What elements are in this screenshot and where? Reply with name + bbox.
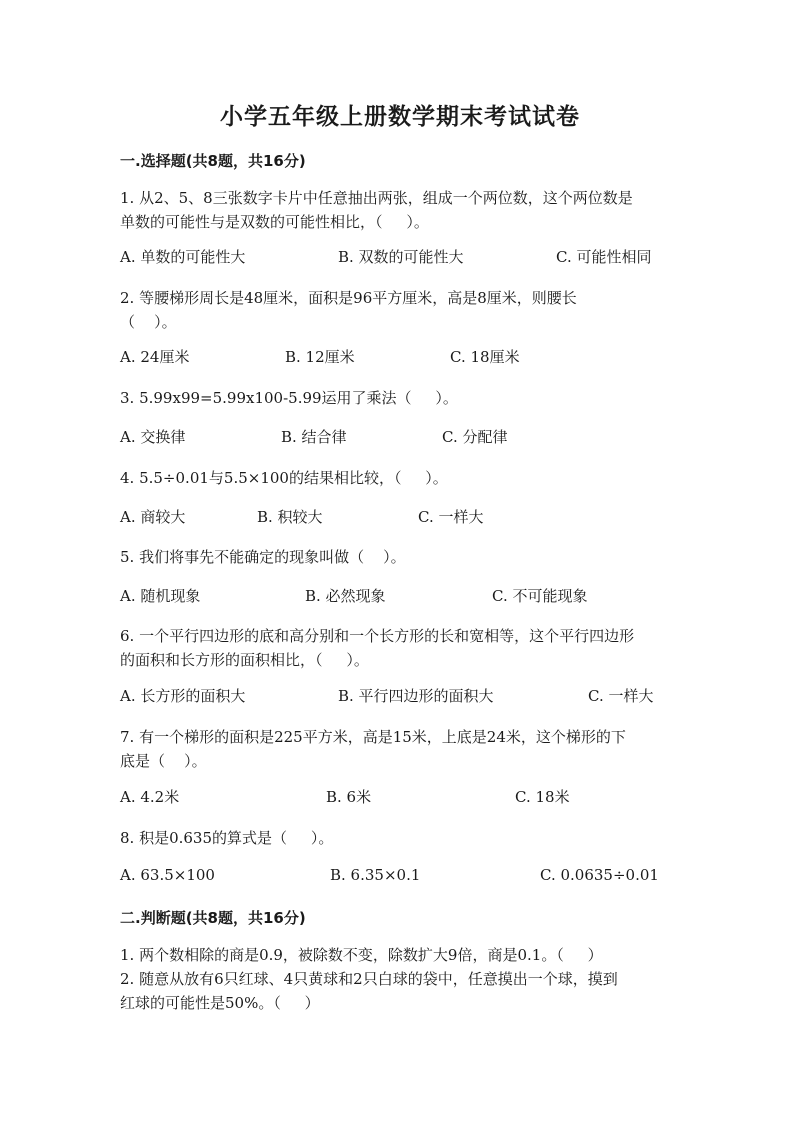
question-4: 4. 5.5÷0.01与5.5×100的结果相比较，（ ）。	[120, 469, 448, 487]
option-b: B. 6米	[326, 788, 372, 806]
option-c: C. 分配律	[442, 428, 508, 446]
options-row-2	[120, 346, 680, 370]
option-c: C. 18厘米	[450, 348, 520, 366]
question-6: 6. 一个平行四边形的底和高分别和一个长方形的长和宽相等，这个平行四边形 的面积和长方形的面积相比，（ ）。	[120, 627, 635, 669]
judgment-question-2: 2. 随意从放有6只红球、4只黄球和2只白球的袋中，任意摸出一个球，摸到 红球的可能性是50%。（ ）	[120, 970, 618, 1012]
option-a: A. 单数的可能性大	[120, 248, 246, 266]
option-c: C. 18米	[515, 788, 570, 806]
option-a: A. 4.2米	[120, 788, 180, 806]
options-row-3	[120, 426, 680, 450]
option-b: B. 必然现象	[305, 587, 386, 605]
question-8: 8. 积是0.635的算式是（ ）。	[120, 829, 334, 847]
options-row-4	[120, 506, 680, 530]
option-b: B. 12厘米	[285, 348, 355, 366]
option-a: A. 63.5×100	[120, 866, 215, 884]
options-row-1	[120, 246, 680, 270]
option-c: C. 一样大	[588, 687, 654, 705]
question-7: 7. 有一个梯形的面积是225平方米，高是15米，上底是24米，这个梯形的下 底是（ ）。	[120, 728, 626, 770]
option-a: A. 交换律	[120, 428, 186, 446]
option-c: C. 一样大	[418, 508, 484, 526]
options-row-8	[120, 866, 680, 890]
question-5: 5. 我们将事先不能确定的现象叫做（ ）。	[120, 548, 406, 566]
option-a: A. 商较大	[120, 508, 186, 526]
question-2: 2. 等腰梯形周长是48厘米，面积是96平方厘米，高是8厘米，则腰长 （ ）。	[120, 289, 577, 331]
page-title: 小学五年级上册数学期末考试试卷	[220, 104, 580, 130]
section-heading-choice: 一.选择题(共8题，共16分)	[120, 152, 306, 170]
judgment-question-1: 1. 两个数相除的商是0.9，被除数不变，除数扩大9倍，商是0.1。（ ）	[120, 946, 603, 964]
option-c: C. 不可能现象	[492, 587, 588, 605]
question-1: 1. 从2、5、8三张数字卡片中任意抽出两张，组成一个两位数，这个两位数是 单数的可能性与是双数的可能性相比，（ ）。	[120, 189, 633, 231]
options-row-6	[120, 685, 680, 709]
option-a: A. 24厘米	[120, 348, 190, 366]
option-b: B. 结合律	[281, 428, 347, 446]
section-heading-judgment: 二.判断题(共8题，共16分)	[120, 909, 306, 927]
question-3: 3. 5.99x99=5.99x100-5.99运用了乘法（ ）。	[120, 389, 458, 407]
options-row-5	[120, 585, 680, 609]
option-b: B. 积较大	[257, 508, 323, 526]
options-row-7	[120, 786, 680, 810]
option-b: B. 双数的可能性大	[338, 248, 464, 266]
option-c: C. 可能性相同	[556, 248, 652, 266]
option-a: A. 随机现象	[120, 587, 201, 605]
option-b: B. 平行四边形的面积大	[338, 687, 494, 705]
option-a: A. 长方形的面积大	[120, 687, 246, 705]
option-c: C. 0.0635÷0.01	[540, 866, 659, 884]
option-b: B. 6.35×0.1	[330, 866, 421, 884]
